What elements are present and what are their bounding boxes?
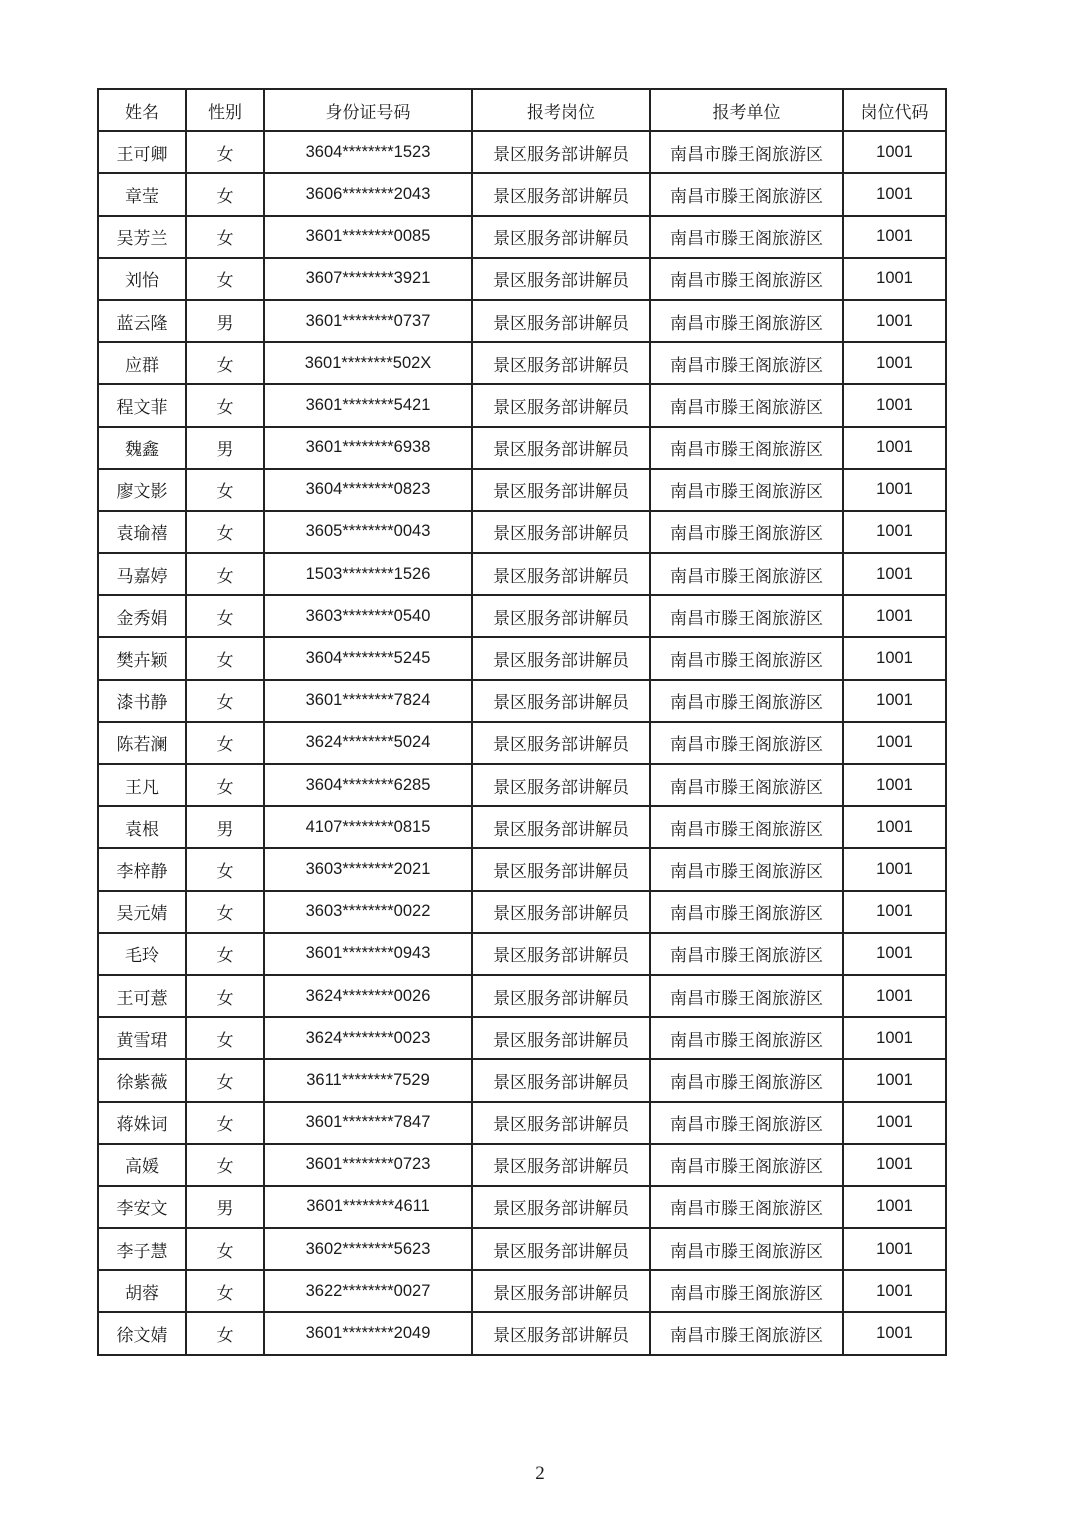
position-cell: 景区服务部讲解员 <box>472 722 650 764</box>
id-number-cell: 3601********6938 <box>264 427 472 469</box>
id-number-cell: 3601********0737 <box>264 300 472 342</box>
gender-cell: 女 <box>186 637 264 679</box>
table-row <box>98 1270 946 1312</box>
unit-cell: 南昌市滕王阁旅游区 <box>650 173 843 215</box>
id-number-cell: 3604********5245 <box>264 637 472 679</box>
table-row <box>98 595 946 637</box>
position-cell: 景区服务部讲解员 <box>472 680 650 722</box>
position-cell: 景区服务部讲解员 <box>472 131 650 173</box>
table-row <box>98 848 946 890</box>
table-row <box>98 384 946 426</box>
position-cell: 景区服务部讲解员 <box>472 848 650 890</box>
id-number-cell: 3601********2049 <box>264 1312 472 1354</box>
gender-cell: 女 <box>186 1228 264 1270</box>
gender-cell: 女 <box>186 848 264 890</box>
unit-cell: 南昌市滕王阁旅游区 <box>650 469 843 511</box>
position-code-cell: 1001 <box>843 1102 946 1144</box>
gender-cell: 女 <box>186 891 264 933</box>
position-code-cell: 1001 <box>843 216 946 258</box>
name-cell: 王凡 <box>98 764 186 806</box>
name-cell: 蓝云隆 <box>98 300 186 342</box>
id-number-cell: 3601********0723 <box>264 1144 472 1186</box>
name-cell: 蒋姝词 <box>98 1102 186 1144</box>
unit-cell: 南昌市滕王阁旅游区 <box>650 595 843 637</box>
position-cell: 景区服务部讲解员 <box>472 637 650 679</box>
id-number-cell: 3601********7824 <box>264 680 472 722</box>
gender-cell: 女 <box>186 1144 264 1186</box>
table-row <box>98 1102 946 1144</box>
header-id-number: 身份证号码 <box>264 89 472 131</box>
table-row <box>98 891 946 933</box>
table-row <box>98 469 946 511</box>
position-cell: 景区服务部讲解员 <box>472 173 650 215</box>
gender-cell: 女 <box>186 933 264 975</box>
position-code-cell: 1001 <box>843 1059 946 1101</box>
name-cell: 廖文影 <box>98 469 186 511</box>
unit-cell: 南昌市滕王阁旅游区 <box>650 637 843 679</box>
position-cell: 景区服务部讲解员 <box>472 933 650 975</box>
unit-cell: 南昌市滕王阁旅游区 <box>650 975 843 1017</box>
header-gender: 性别 <box>186 89 264 131</box>
name-cell: 袁根 <box>98 806 186 848</box>
id-number-cell: 3605********0043 <box>264 511 472 553</box>
id-number-cell: 3603********2021 <box>264 848 472 890</box>
gender-cell: 女 <box>186 216 264 258</box>
table-row <box>98 1017 946 1059</box>
unit-cell: 南昌市滕王阁旅游区 <box>650 427 843 469</box>
table-row <box>98 680 946 722</box>
unit-cell: 南昌市滕王阁旅游区 <box>650 511 843 553</box>
name-cell: 程文菲 <box>98 384 186 426</box>
gender-cell: 女 <box>186 680 264 722</box>
name-cell: 毛玲 <box>98 933 186 975</box>
position-cell: 景区服务部讲解员 <box>472 1312 650 1354</box>
id-number-cell: 3601********502X <box>264 342 472 384</box>
name-cell: 李安文 <box>98 1186 186 1228</box>
id-number-cell: 3604********6285 <box>264 764 472 806</box>
position-code-cell: 1001 <box>843 975 946 1017</box>
name-cell: 王可薏 <box>98 975 186 1017</box>
id-number-cell: 3601********7847 <box>264 1102 472 1144</box>
gender-cell: 女 <box>186 975 264 1017</box>
id-number-cell: 3602********5623 <box>264 1228 472 1270</box>
name-cell: 魏鑫 <box>98 427 186 469</box>
unit-cell: 南昌市滕王阁旅游区 <box>650 891 843 933</box>
position-code-cell: 1001 <box>843 595 946 637</box>
unit-cell: 南昌市滕王阁旅游区 <box>650 933 843 975</box>
unit-cell: 南昌市滕王阁旅游区 <box>650 1186 843 1228</box>
unit-cell: 南昌市滕王阁旅游区 <box>650 131 843 173</box>
position-code-cell: 1001 <box>843 553 946 595</box>
name-cell: 章莹 <box>98 173 186 215</box>
position-code-cell: 1001 <box>843 764 946 806</box>
id-number-cell: 3601********4611 <box>264 1186 472 1228</box>
position-code-cell: 1001 <box>843 511 946 553</box>
id-number-cell: 3607********3921 <box>264 258 472 300</box>
id-number-cell: 4107********0815 <box>264 806 472 848</box>
name-cell: 刘怡 <box>98 258 186 300</box>
position-cell: 景区服务部讲解员 <box>472 975 650 1017</box>
name-cell: 漆书静 <box>98 680 186 722</box>
position-code-cell: 1001 <box>843 1228 946 1270</box>
position-cell: 景区服务部讲解员 <box>472 1059 650 1101</box>
id-number-cell: 3601********0943 <box>264 933 472 975</box>
table-row <box>98 427 946 469</box>
name-cell: 王可卿 <box>98 131 186 173</box>
position-code-cell: 1001 <box>843 806 946 848</box>
table-row <box>98 806 946 848</box>
table-row <box>98 553 946 595</box>
unit-cell: 南昌市滕王阁旅游区 <box>650 680 843 722</box>
unit-cell: 南昌市滕王阁旅游区 <box>650 1102 843 1144</box>
position-code-cell: 1001 <box>843 300 946 342</box>
position-code-cell: 1001 <box>843 1144 946 1186</box>
unit-cell: 南昌市滕王阁旅游区 <box>650 300 843 342</box>
table-row <box>98 1186 946 1228</box>
gender-cell: 女 <box>186 342 264 384</box>
position-code-cell: 1001 <box>843 1186 946 1228</box>
gender-cell: 男 <box>186 427 264 469</box>
name-cell: 吴芳兰 <box>98 216 186 258</box>
gender-cell: 女 <box>186 764 264 806</box>
id-number-cell: 3603********0022 <box>264 891 472 933</box>
id-number-cell: 3606********2043 <box>264 173 472 215</box>
gender-cell: 女 <box>186 722 264 764</box>
position-cell: 景区服务部讲解员 <box>472 1186 650 1228</box>
position-cell: 景区服务部讲解员 <box>472 258 650 300</box>
position-cell: 景区服务部讲解员 <box>472 1270 650 1312</box>
table-row <box>98 173 946 215</box>
name-cell: 徐文婧 <box>98 1312 186 1354</box>
unit-cell: 南昌市滕王阁旅游区 <box>650 384 843 426</box>
gender-cell: 女 <box>186 511 264 553</box>
position-cell: 景区服务部讲解员 <box>472 1228 650 1270</box>
name-cell: 吴元婧 <box>98 891 186 933</box>
table-header-row <box>98 89 946 131</box>
unit-cell: 南昌市滕王阁旅游区 <box>650 216 843 258</box>
table-row <box>98 722 946 764</box>
position-cell: 景区服务部讲解员 <box>472 342 650 384</box>
id-number-cell: 3622********0027 <box>264 1270 472 1312</box>
id-number-cell: 3604********0823 <box>264 469 472 511</box>
id-number-cell: 1503********1526 <box>264 553 472 595</box>
name-cell: 陈若澜 <box>98 722 186 764</box>
id-number-cell: 3603********0540 <box>264 595 472 637</box>
id-number-cell: 3624********0026 <box>264 975 472 1017</box>
unit-cell: 南昌市滕王阁旅游区 <box>650 342 843 384</box>
name-cell: 胡蓉 <box>98 1270 186 1312</box>
position-code-cell: 1001 <box>843 258 946 300</box>
position-cell: 景区服务部讲解员 <box>472 1102 650 1144</box>
table-row <box>98 933 946 975</box>
position-cell: 景区服务部讲解员 <box>472 1144 650 1186</box>
position-code-cell: 1001 <box>843 848 946 890</box>
position-cell: 景区服务部讲解员 <box>472 1017 650 1059</box>
position-code-cell: 1001 <box>843 131 946 173</box>
unit-cell: 南昌市滕王阁旅游区 <box>650 806 843 848</box>
id-number-cell: 3601********0085 <box>264 216 472 258</box>
id-number-cell: 3601********5421 <box>264 384 472 426</box>
header-position-code: 岗位代码 <box>843 89 946 131</box>
table-row <box>98 1144 946 1186</box>
id-number-cell: 3611********7529 <box>264 1059 472 1101</box>
page-number: 2 <box>535 1463 545 1484</box>
name-cell: 袁瑜禧 <box>98 511 186 553</box>
name-cell: 高媛 <box>98 1144 186 1186</box>
position-cell: 景区服务部讲解员 <box>472 469 650 511</box>
id-number-cell: 3624********5024 <box>264 722 472 764</box>
table-row <box>98 1059 946 1101</box>
header-position: 报考岗位 <box>472 89 650 131</box>
table-row <box>98 258 946 300</box>
unit-cell: 南昌市滕王阁旅游区 <box>650 722 843 764</box>
position-code-cell: 1001 <box>843 891 946 933</box>
table-row <box>98 216 946 258</box>
header-unit: 报考单位 <box>650 89 843 131</box>
unit-cell: 南昌市滕王阁旅游区 <box>650 1312 843 1354</box>
gender-cell: 女 <box>186 1312 264 1354</box>
position-cell: 景区服务部讲解员 <box>472 300 650 342</box>
table-row <box>98 1312 946 1354</box>
position-code-cell: 1001 <box>843 1017 946 1059</box>
gender-cell: 女 <box>186 1102 264 1144</box>
position-cell: 景区服务部讲解员 <box>472 595 650 637</box>
unit-cell: 南昌市滕王阁旅游区 <box>650 1144 843 1186</box>
gender-cell: 女 <box>186 1270 264 1312</box>
name-cell: 徐紫薇 <box>98 1059 186 1101</box>
gender-cell: 男 <box>186 806 264 848</box>
gender-cell: 女 <box>186 553 264 595</box>
candidate-table <box>97 88 947 1356</box>
unit-cell: 南昌市滕王阁旅游区 <box>650 764 843 806</box>
name-cell: 樊卉颖 <box>98 637 186 679</box>
name-cell: 应群 <box>98 342 186 384</box>
unit-cell: 南昌市滕王阁旅游区 <box>650 1228 843 1270</box>
position-cell: 景区服务部讲解员 <box>472 553 650 595</box>
gender-cell: 女 <box>186 595 264 637</box>
name-cell: 李梓静 <box>98 848 186 890</box>
gender-cell: 女 <box>186 258 264 300</box>
name-cell: 马嘉婷 <box>98 553 186 595</box>
table-row <box>98 131 946 173</box>
table-row <box>98 342 946 384</box>
position-cell: 景区服务部讲解员 <box>472 891 650 933</box>
position-code-cell: 1001 <box>843 1270 946 1312</box>
table-row <box>98 637 946 679</box>
position-cell: 景区服务部讲解员 <box>472 806 650 848</box>
position-cell: 景区服务部讲解员 <box>472 764 650 806</box>
gender-cell: 男 <box>186 300 264 342</box>
unit-cell: 南昌市滕王阁旅游区 <box>650 1059 843 1101</box>
header-name: 姓名 <box>98 89 186 131</box>
gender-cell: 女 <box>186 1017 264 1059</box>
position-code-cell: 1001 <box>843 722 946 764</box>
unit-cell: 南昌市滕王阁旅游区 <box>650 1270 843 1312</box>
gender-cell: 女 <box>186 131 264 173</box>
table-row <box>98 300 946 342</box>
unit-cell: 南昌市滕王阁旅游区 <box>650 1017 843 1059</box>
table-row <box>98 764 946 806</box>
position-code-cell: 1001 <box>843 637 946 679</box>
gender-cell: 女 <box>186 173 264 215</box>
gender-cell: 女 <box>186 1059 264 1101</box>
gender-cell: 女 <box>186 469 264 511</box>
name-cell: 金秀娟 <box>98 595 186 637</box>
unit-cell: 南昌市滕王阁旅游区 <box>650 258 843 300</box>
id-number-cell: 3604********1523 <box>264 131 472 173</box>
position-cell: 景区服务部讲解员 <box>472 384 650 426</box>
table-row <box>98 975 946 1017</box>
position-cell: 景区服务部讲解员 <box>472 427 650 469</box>
table-row <box>98 1228 946 1270</box>
gender-cell: 男 <box>186 1186 264 1228</box>
position-cell: 景区服务部讲解员 <box>472 216 650 258</box>
name-cell: 李子慧 <box>98 1228 186 1270</box>
position-code-cell: 1001 <box>843 173 946 215</box>
gender-cell: 女 <box>186 384 264 426</box>
position-code-cell: 1001 <box>843 933 946 975</box>
position-code-cell: 1001 <box>843 1312 946 1354</box>
unit-cell: 南昌市滕王阁旅游区 <box>650 848 843 890</box>
position-code-cell: 1001 <box>843 680 946 722</box>
position-code-cell: 1001 <box>843 469 946 511</box>
unit-cell: 南昌市滕王阁旅游区 <box>650 553 843 595</box>
id-number-cell: 3624********0023 <box>264 1017 472 1059</box>
position-code-cell: 1001 <box>843 427 946 469</box>
table-row <box>98 511 946 553</box>
position-code-cell: 1001 <box>843 384 946 426</box>
position-code-cell: 1001 <box>843 342 946 384</box>
name-cell: 黄雪珺 <box>98 1017 186 1059</box>
position-cell: 景区服务部讲解员 <box>472 511 650 553</box>
